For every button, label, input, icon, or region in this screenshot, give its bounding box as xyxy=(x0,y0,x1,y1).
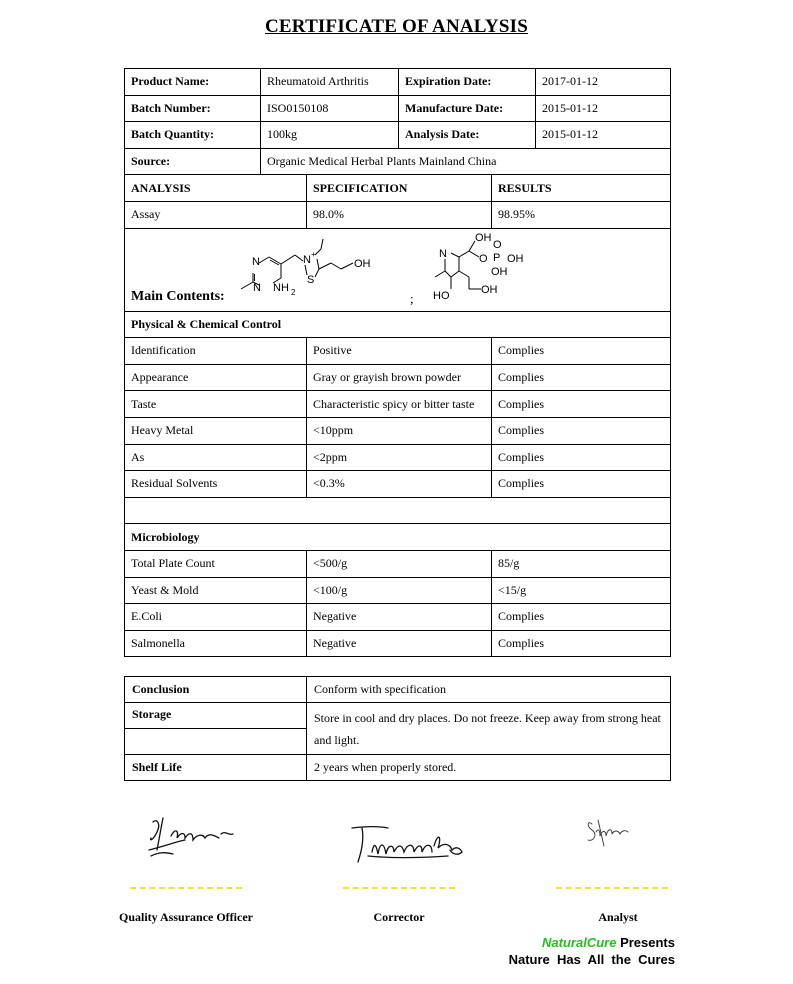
conclusion-table xyxy=(124,676,671,781)
test-name: Yeast & Mold xyxy=(125,577,307,604)
qa-signature xyxy=(145,812,240,860)
thiamine-charge: + xyxy=(311,249,316,259)
table-row xyxy=(125,471,671,498)
thiamine-s: S xyxy=(307,273,315,286)
test-spec: <100/g xyxy=(307,577,492,604)
table-row xyxy=(125,604,671,631)
table-row xyxy=(125,444,671,471)
main-contents-label: Main Contents: xyxy=(131,288,225,304)
test-name: Total Plate Count xyxy=(125,550,307,577)
product-name-value: Rheumatoid Arthritis xyxy=(261,69,399,96)
analysis-date-label: Analysis Date: xyxy=(399,122,536,149)
storage-row xyxy=(125,703,671,729)
test-spec: Gray or grayish brown powder xyxy=(307,364,492,391)
brand-block xyxy=(509,934,675,968)
test-name: Heavy Metal xyxy=(125,417,307,444)
pyridoxal-p: P xyxy=(493,251,501,264)
batch-number-row xyxy=(125,95,671,122)
spacer-row xyxy=(125,497,671,524)
thiamine-nh2-subscript: 2 xyxy=(291,287,296,297)
test-spec: <500/g xyxy=(307,550,492,577)
test-spec: <2ppm xyxy=(307,444,492,471)
test-result: Complies xyxy=(492,391,671,418)
analyst-label: Analyst xyxy=(598,910,638,924)
batch-quantity-label: Batch Quantity: xyxy=(125,122,261,149)
shelf-life-label: Shelf Life xyxy=(125,755,307,781)
main-contents-row xyxy=(125,228,671,311)
expiration-label: Expiration Date: xyxy=(399,69,536,96)
specification-column-header: SPECIFICATION xyxy=(307,175,492,202)
test-name: Identification xyxy=(125,338,307,365)
pyridoxal-n: N xyxy=(439,247,447,260)
test-result: Complies xyxy=(492,604,671,631)
thiamine-n2: N xyxy=(253,281,261,294)
test-name: As xyxy=(125,444,307,471)
pyridoxal-oh1: OH xyxy=(507,252,524,265)
results-column-header: RESULTS xyxy=(492,175,671,202)
storage-label: Storage xyxy=(125,703,307,729)
batch-number-label: Batch Number: xyxy=(125,95,261,122)
structure-separator: ; xyxy=(410,290,414,306)
batch-quantity-row xyxy=(125,122,671,149)
analyst-signature xyxy=(584,816,632,850)
test-result: Complies xyxy=(492,417,671,444)
pyridoxal-oh-top: OH xyxy=(475,231,492,244)
test-name: Taste xyxy=(125,391,307,418)
table-row xyxy=(125,391,671,418)
source-value: Organic Medical Herbal Plants Mainland China xyxy=(261,148,671,175)
test-name: Salmonella xyxy=(125,630,307,657)
test-result: Complies xyxy=(492,364,671,391)
table-row xyxy=(125,417,671,444)
column-header-row xyxy=(125,175,671,202)
micro-section-row xyxy=(125,524,671,551)
physical-section-header: Physical & Chemical Control xyxy=(125,311,671,338)
pyridoxal-oh-bottom: OH xyxy=(481,283,498,296)
analysis-date-value: 2015-01-12 xyxy=(536,122,671,149)
analyst-signature-line xyxy=(556,887,668,889)
brand-name: NaturalCure xyxy=(542,935,617,950)
assay-name: Assay xyxy=(125,201,307,228)
test-spec: <0.3% xyxy=(307,471,492,498)
pyridoxal-o2: O xyxy=(493,238,502,251)
manufacture-value: 2015-01-12 xyxy=(536,95,671,122)
test-spec: Negative xyxy=(307,630,492,657)
brand-line xyxy=(509,934,675,951)
pyridoxal-ho: HO xyxy=(433,289,450,302)
test-spec: Negative xyxy=(307,604,492,631)
test-spec: <10ppm xyxy=(307,417,492,444)
conclusion-value: Conform with specification xyxy=(307,677,671,703)
test-result: <15/g xyxy=(492,577,671,604)
corrector-signature xyxy=(348,822,466,868)
test-name: Appearance xyxy=(125,364,307,391)
table-row xyxy=(125,577,671,604)
document-title: CERTIFICATE OF ANALYSIS xyxy=(265,16,528,37)
thiamine-n1: N xyxy=(252,255,260,268)
analysis-table xyxy=(124,68,671,657)
empty-cell xyxy=(125,729,307,755)
shelf-life-value: 2 years when properly stored. xyxy=(307,755,671,781)
microbiology-section-header: Microbiology xyxy=(125,524,671,551)
manufacture-label: Manufacture Date: xyxy=(399,95,536,122)
pyridoxal-o1: O xyxy=(479,252,488,265)
assay-spec: 98.0% xyxy=(307,201,492,228)
batch-quantity-value: 100kg xyxy=(261,122,399,149)
test-result: Complies xyxy=(492,471,671,498)
thiamine-structure xyxy=(235,233,410,305)
corrector-label: Corrector xyxy=(373,910,425,924)
product-row xyxy=(125,69,671,96)
brand-presents: Presents xyxy=(616,935,675,950)
empty-cell xyxy=(125,497,671,524)
product-name-label: Product Name: xyxy=(125,69,261,96)
conclusion-row xyxy=(125,677,671,703)
table-row xyxy=(125,364,671,391)
test-result: Complies xyxy=(492,630,671,657)
test-name: Residual Solvents xyxy=(125,471,307,498)
main-contents-cell xyxy=(125,228,671,311)
pyridoxal-phosphate-structure xyxy=(415,231,565,307)
assay-result: 98.95% xyxy=(492,201,671,228)
thiamine-oh: OH xyxy=(354,257,371,270)
pyridoxal-oh2: OH xyxy=(491,265,508,278)
qa-officer-label: Quality Assurance Officer xyxy=(119,910,253,924)
shelf-life-row xyxy=(125,755,671,781)
thiamine-nh2: NH xyxy=(273,281,289,294)
test-spec: Positive xyxy=(307,338,492,365)
source-row xyxy=(125,148,671,175)
analysis-column-header: ANALYSIS xyxy=(125,175,307,202)
test-name: E.Coli xyxy=(125,604,307,631)
table-row xyxy=(125,630,671,657)
storage-value: Store in cool and dry places. Do not freeze. Keep away from strong heat and light. xyxy=(307,703,671,755)
test-result: 85/g xyxy=(492,550,671,577)
thiamine-n-plus: N xyxy=(303,253,311,266)
assay-row xyxy=(125,201,671,228)
batch-number-value: ISO0150108 xyxy=(261,95,399,122)
test-result: Complies xyxy=(492,444,671,471)
physical-section-row xyxy=(125,311,671,338)
test-spec: Characteristic spicy or bitter taste xyxy=(307,391,492,418)
brand-tagline: Nature Has All the Cures xyxy=(508,952,675,967)
test-result: Complies xyxy=(492,338,671,365)
corrector-signature-line xyxy=(343,887,455,889)
table-row xyxy=(125,550,671,577)
conclusion-label: Conclusion xyxy=(125,677,307,703)
expiration-value: 2017-01-12 xyxy=(536,69,671,96)
qa-signature-line xyxy=(130,887,242,889)
source-label: Source: xyxy=(125,148,261,175)
table-row xyxy=(125,338,671,365)
